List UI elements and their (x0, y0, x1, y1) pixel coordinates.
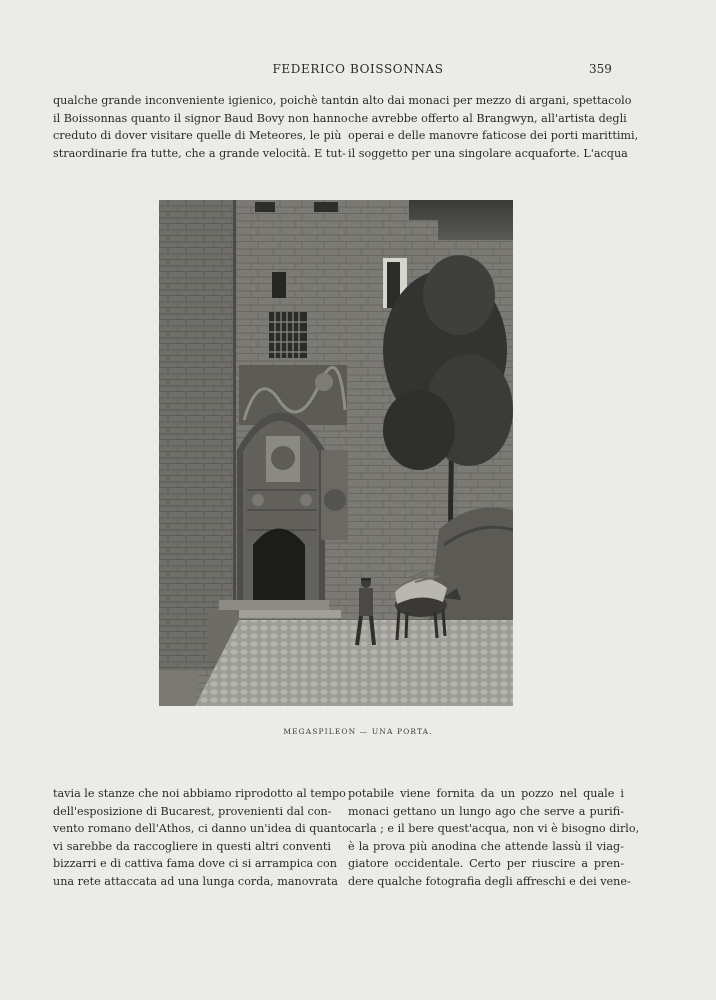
text-line: bizzarri e di cattiva fama dove ci si arrampica con (53, 857, 337, 870)
text-line: vi sarebbe da raccogliere in questi altri conventi (53, 839, 331, 853)
text-line: straordinarie fra tutte, che a grande velocità. E tut- (53, 146, 346, 160)
text-line: tavia le stanze che noi abbiamo riprodotto al tempo (53, 787, 346, 800)
photograph-monastery-gate (159, 200, 513, 706)
text-column-bottom-left (53, 785, 349, 890)
text-line: dere qualche fotografia degli affreschi e dei vene- (348, 874, 631, 888)
text-line: operai e delle manovre faticose dei porti marittimi, (348, 129, 639, 142)
text-line: qualche grande inconveniente igienico, poichè tanto (53, 94, 351, 107)
text-line: carla ; e il bere quest'acqua, non vi è bisogno dirlo, (348, 822, 640, 835)
text-line: che avrebbe offerto al Brangwyn, all'artista degli (348, 111, 627, 125)
text-line: vento romano dell'Athos, ci danno un'idea di quanto (53, 822, 349, 835)
text-line: il soggetto per una singolare acquaforte. L'acqua (348, 146, 628, 160)
text-column-bottom-right (348, 785, 640, 890)
text-line: monaci gettano un lungo ago che serve a purifi- (348, 804, 624, 818)
text-line: il Boissonnas quanto il signor Baud Bovy non hanno (53, 111, 348, 125)
photo-caption: MEGASPILEON — UNA PORTA. (283, 727, 433, 736)
running-header-title: FEDERICO BOISSONNAS (272, 62, 444, 76)
text-column-top-right (348, 92, 639, 162)
page-number: 359 (589, 62, 612, 76)
text-line: dell'esposizione di Bucarest, provenienti dal con- (53, 804, 332, 818)
text-line: in alto dai monaci per mezzo di argani, spettacolo (348, 94, 632, 107)
text-column-top-left (53, 92, 351, 162)
text-line: giatore occidentale. Certo per riuscire a pren- (348, 857, 624, 870)
text-line: creduto di dover visitare quelle di Meteores, le più (53, 129, 342, 142)
text-line: potabile viene fornita da un pozzo nel quale i (348, 787, 624, 800)
text-line: è la prova più anodina che attende lassù il viag- (348, 839, 624, 853)
text-line: una rete attaccata ad una lunga corda, manovrata (53, 874, 338, 888)
